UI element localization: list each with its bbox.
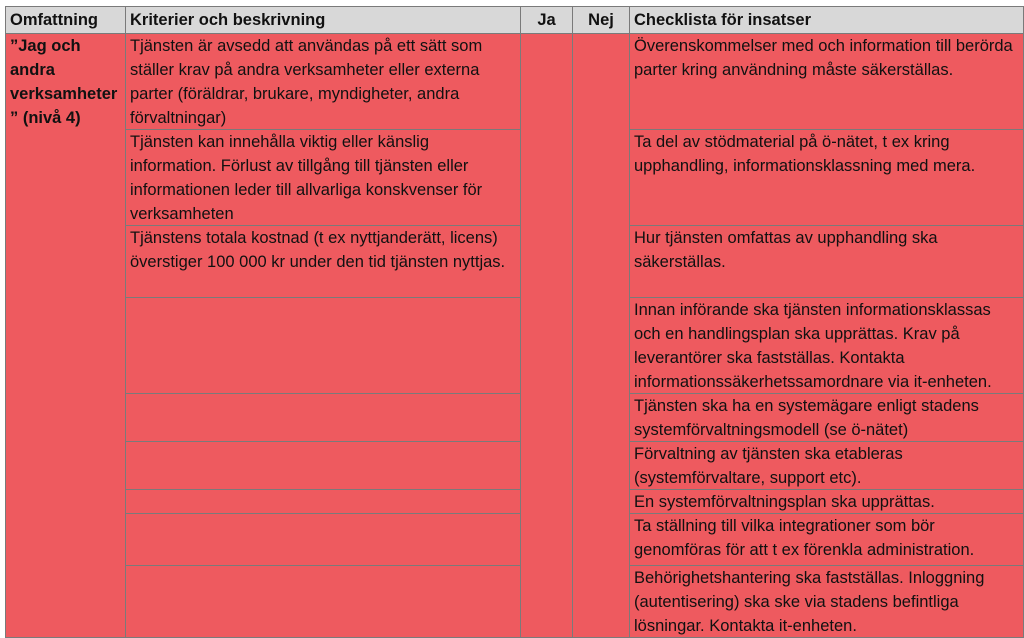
ja-column-cell[interactable] (521, 34, 573, 638)
criteria-cell-6 (126, 442, 521, 490)
header-omfattning: Omfattning (6, 6, 126, 34)
action-cell-4: Innan införande ska tjänsten informationsklassas och en handlingsplan ska upprättas. Krav på leverantörer ska fastställas. Kontakta informationssäkerhetssamordnare via it-enheten. (630, 298, 1024, 394)
criteria-cell-8 (126, 514, 521, 566)
nej-column-cell[interactable] (573, 34, 630, 638)
action-cell-3: Hur tjänsten omfattas av upphandling ska säkerställas. (630, 226, 1024, 298)
criteria-cell-5 (126, 394, 521, 442)
criteria-cell-2: Tjänsten kan innehålla viktig eller känslig information. Förlust av tillgång till tjänsten eller informationen leder till allvarliga konskvenser för verksamheten (126, 130, 521, 226)
header-checklista: Checklista för insatser (630, 6, 1024, 34)
header-kriterier: Kriterier och beskrivning (126, 6, 521, 34)
action-cell-2: Ta del av stödmaterial på ö-nätet, t ex kring upphandling, informationsklassning med mera. (630, 130, 1024, 226)
criteria-cell-1: Tjänsten är avsedd att användas på ett sätt som ställer krav på andra verksamheter eller externa parter (föräldrar, brukare, myndigheter, andra förvaltningar) (126, 34, 521, 130)
scope-cell: ”Jag och andra verksamheter ” (nivå 4) (6, 34, 126, 638)
criteria-cell-3: Tjänstens totala kostnad (t ex nyttjanderätt, licens) överstiger 100 000 kr under den tid tjänsten nyttjas. (126, 226, 521, 298)
action-cell-8: Ta ställning till vilka integrationer som bör genomföras för att t ex förenkla administration. (630, 514, 1024, 566)
action-cell-9: Behörighetshantering ska fastställas. Inloggning (autentisering) ska ske via stadens befintliga lösningar. Kontakta it-enheten. (630, 566, 1024, 638)
criteria-cell-4 (126, 298, 521, 394)
action-cell-1: Överenskommelser med och information till berörda parter kring användning måste säkerställas. (630, 34, 1024, 130)
criteria-cell-7 (126, 490, 521, 514)
action-cell-5: Tjänsten ska ha en systemägare enligt stadens systemförvaltningsmodell (se ö-nätet) (630, 394, 1024, 442)
table-left-border (5, 6, 6, 638)
header-ja: Ja (521, 6, 573, 34)
action-cell-6: Förvaltning av tjänsten ska etableras (systemförvaltare, support etc). (630, 442, 1024, 490)
criteria-cell-9 (126, 566, 521, 638)
header-nej: Nej (573, 6, 630, 34)
action-cell-7: En systemförvaltningsplan ska upprättas. (630, 490, 1024, 514)
